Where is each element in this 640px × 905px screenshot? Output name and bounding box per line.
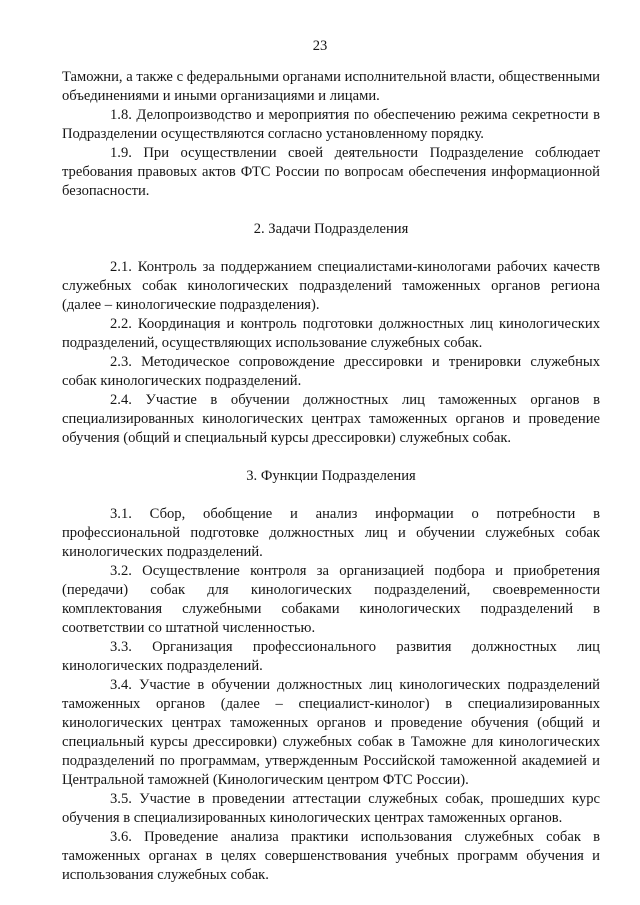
section-3-title: 3. Функции Подразделения xyxy=(246,468,416,484)
paragraph-3-5: 3.5. Участие в проведении аттестации служебных собак, прошедших курс обучения в специализированных кинологических центрах таможенных органов. xyxy=(62,791,600,826)
paragraph-3-3: 3.3. Организация профессионального развития должностных лиц кинологических подразделений. xyxy=(62,639,600,674)
paragraph-2-1: 2.1. Контроль за поддержанием специалистами-кинологами рабочих качеств служебных собак кинологических подразделений таможенных органов региона (далее – кинологические подразделения). xyxy=(62,259,600,313)
page-number: 23 xyxy=(312,38,328,54)
document-body xyxy=(62,68,600,885)
paragraph-3-6: 3.6. Проведение анализа практики использования служебных собак в таможенных органах в целях совершенствования учебных программ обучения и использования служебных собак. xyxy=(62,829,600,883)
paragraph-2-2: 2.2. Координация и контроль подготовки должностных лиц кинологических подразделений, осуществляющих использование служебных собак. xyxy=(62,316,600,351)
paragraph-3-1: 3.1. Сбор, обобщение и анализ информации о потребности в профессиональной подготовке должностных лиц и обучении служебных собак кинологических подразделений. xyxy=(62,506,600,560)
intro-paragraph-continuation: Таможни, а также с федеральными органами исполнительной власти, общественными объединениями и иными организациями и лицами. xyxy=(62,69,600,104)
paragraph-2-4: 2.4. Участие в обучении должностных лиц таможенных органов в специализированных кинологических центрах таможенных органов и проведение обучения (общий и специальный курсы дрессировки) служебных собак. xyxy=(62,392,600,446)
paragraph-3-2: 3.2. Осуществление контроля за организацией подбора и приобретения (передачи) собак для кинологических подразделений, своевременности комплектования служебными собаками кинологических подразделений в соответствии со штатной численностью. xyxy=(62,563,600,636)
section-2-title: 2. Задачи Подразделения xyxy=(253,221,409,237)
paragraph-1-9: 1.9. При осуществлении своей деятельности Подразделение соблюдает требования правовых актов ФТС России по вопросам обеспечения информационной безопасности. xyxy=(62,145,600,199)
paragraph-2-3: 2.3. Методическое сопровождение дрессировки и тренировки служебных собак кинологических подразделений. xyxy=(62,354,600,389)
paragraph-3-4: 3.4. Участие в обучении должностных лиц кинологических подразделений таможенных органов (далее – специалист-кинолог) в специализированных кинологических центрах таможенных органов и проведение обучения (общий и специальный курсы дрессировки) служебных собак в Таможне для кинологических подразделений по программам, утвержденным Российской таможенной академией и Центральной таможней (Кинологическим центром ФТС России). xyxy=(62,677,600,788)
paragraph-1-8: 1.8. Делопроизводство и мероприятия по обеспечению режима секретности в Подразделении осуществляются согласно установленному порядку. xyxy=(62,107,600,142)
